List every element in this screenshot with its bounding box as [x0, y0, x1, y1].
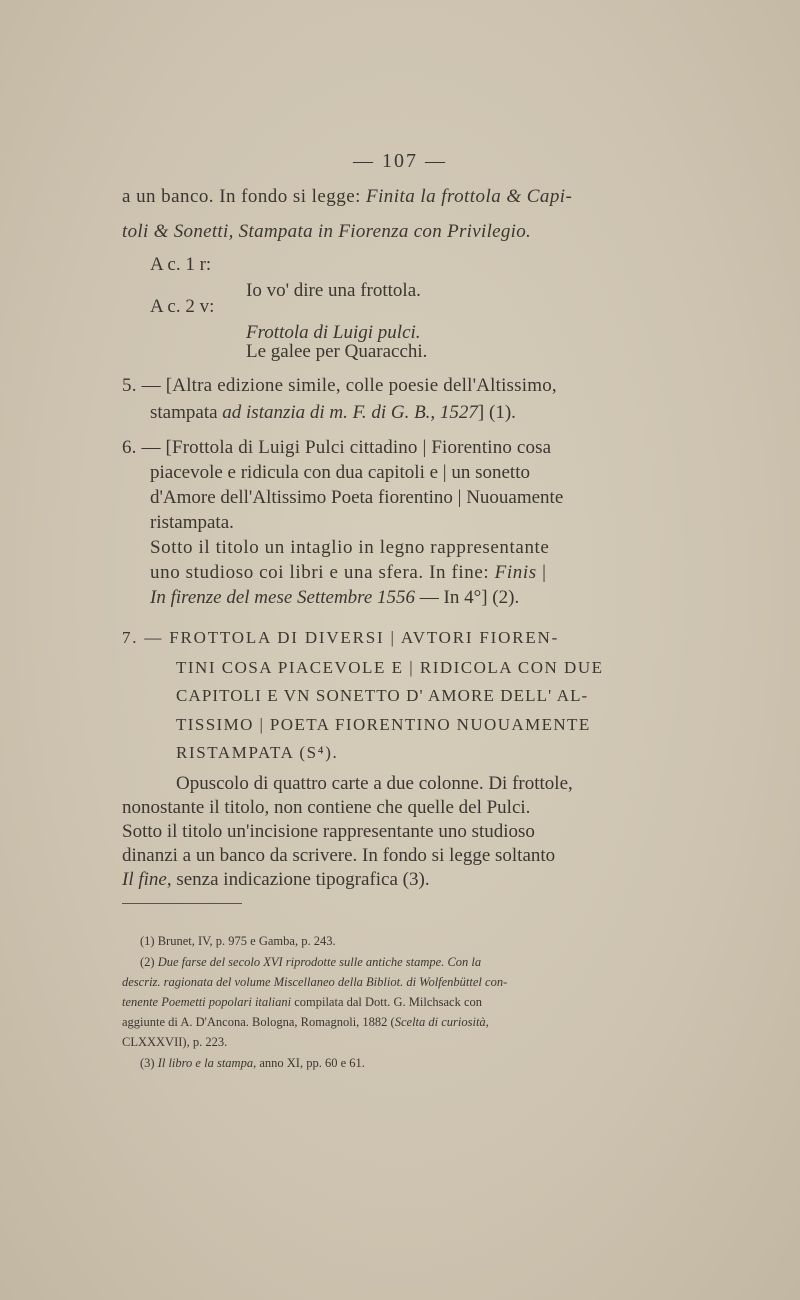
text-segment: |	[536, 562, 547, 583]
italic-text: Finis	[494, 562, 537, 583]
italic-text: In firenze del mese Settembre 1556	[150, 587, 416, 608]
text-line	[150, 487, 563, 509]
text-line	[122, 869, 430, 891]
text-segment: A c. 1 r:	[150, 254, 212, 275]
text-segment: RISTAMPATA (S⁴).	[176, 743, 339, 762]
text-line	[150, 402, 516, 424]
text-segment: d'Amore dell'Altissimo Poeta fiorentino | Nuouamente	[150, 487, 564, 508]
text-line	[150, 296, 214, 318]
text-segment: piacevole e ridicula con dua capitoli e | un sonetto	[150, 462, 530, 483]
text-segment: nonostante il titolo, non contiene che quelle del Pulci.	[122, 797, 531, 818]
text-segment: (1) Brunet, IV, p. 975 e Gamba, p. 243.	[140, 934, 336, 948]
text-line	[122, 845, 555, 867]
page-number: — 107 —	[353, 150, 447, 172]
text-segment: TISSIMO | POETA FIORENTINO NUOUAMENTE	[176, 715, 591, 734]
footnote-rule	[122, 903, 242, 904]
text-line	[122, 186, 572, 208]
text-segment: TINI COSA PIACEVOLE E | RIDICOLA CON DUE	[176, 658, 604, 677]
text-line	[150, 537, 549, 559]
italic-text: toli & Sonetti, Stampata in Fiorenza con Privilegio.	[122, 221, 532, 242]
text-segment: (3)	[140, 1056, 158, 1070]
text-line	[176, 742, 338, 764]
text-segment: — In 4°] (2).	[415, 587, 520, 608]
footnote-line	[122, 1034, 227, 1050]
text-segment: uno studioso coi libri e una sfera. In fine:	[150, 562, 495, 583]
text-segment: Opuscolo di quattro carte a due colonne. Di frottole,	[176, 773, 573, 794]
footnote-line	[122, 994, 482, 1010]
text-segment: ristampata.	[150, 512, 234, 533]
footnote-line	[140, 933, 336, 949]
text-line	[150, 512, 234, 534]
text-line	[176, 657, 603, 679]
text-segment: stampata	[150, 402, 223, 423]
text-line	[122, 627, 559, 649]
italic-text: Il libro e la stampa,	[157, 1056, 257, 1070]
text-line	[150, 462, 530, 484]
text-segment: 5. — [Altra edizione simile, colle poesie dell'Altissimo,	[122, 375, 557, 396]
text-segment: CAPITOLI E VN SONETTO D' AMORE DELL' AL-	[176, 686, 589, 705]
text-line	[246, 280, 421, 302]
footnote-line	[122, 974, 507, 990]
footnote-line	[122, 1014, 489, 1030]
text-line	[176, 685, 588, 707]
footnote-line	[140, 1055, 365, 1071]
text-line	[122, 437, 551, 459]
italic-text: descriz. ragionata del volume Miscellaneo della Bibliot. di Wolfenbüttel con-	[122, 975, 508, 989]
text-segment: 6. — [Frottola di Luigi Pulci cittadino | Fiorentino cosa	[122, 437, 552, 458]
text-segment: Sotto il titolo un intaglio in legno rappresentante	[150, 537, 550, 558]
text-segment: aggiunte di A. D'Ancona. Bologna, Romagnoli, 1882 (	[122, 1015, 395, 1029]
text-line	[150, 254, 211, 276]
text-segment: 7. — FROTTOLA DI DIVERSI | AVTORI FIOREN-	[122, 628, 560, 647]
italic-text: Il fine	[122, 869, 167, 890]
text-segment: Le galee per Quaracchi.	[246, 341, 428, 362]
text-line	[122, 797, 530, 819]
text-segment: CLXXXVII), p. 223.	[122, 1035, 228, 1049]
text-segment: Sotto il titolo un'incisione rappresentante uno studioso	[122, 821, 535, 842]
text-line	[122, 375, 557, 397]
text-line	[150, 562, 546, 584]
italic-text: Finita la frottola & Capi-	[366, 186, 573, 207]
italic-text: Frottola di Luigi pulci.	[246, 322, 421, 343]
text-line	[122, 221, 531, 243]
text-segment: Io vo' dire una frottola.	[246, 280, 421, 301]
text-segment: dinanzi a un banco da scrivere. In fondo si legge soltanto	[122, 845, 556, 866]
text-line	[176, 773, 573, 795]
text-line	[246, 341, 427, 363]
text-segment: anno XI, pp. 60 e 61.	[256, 1056, 365, 1070]
text-segment: compilata dal Dott. G. Milchsack con	[291, 995, 483, 1009]
text-segment: (2)	[140, 955, 158, 969]
text-segment: ] (1).	[477, 402, 516, 423]
italic-text: tenente Poemetti popolari italiani	[122, 995, 292, 1009]
italic-text: Due farse del secolo XVI riprodotte sulle antiche stampe. Con la	[157, 955, 482, 969]
footnote-line	[140, 954, 481, 970]
text-line	[176, 714, 591, 736]
text-line	[122, 821, 535, 843]
text-segment: a un banco. In fondo si legge:	[122, 186, 367, 207]
text-line	[150, 587, 519, 609]
italic-text: ad istanzia di m. F. di G. B., 1527	[222, 402, 478, 423]
text-segment: , senza indicazione tipografica (3).	[166, 869, 430, 890]
text-segment: A c. 2 v:	[150, 296, 215, 317]
italic-text: Scelta di curiosità,	[394, 1015, 489, 1029]
